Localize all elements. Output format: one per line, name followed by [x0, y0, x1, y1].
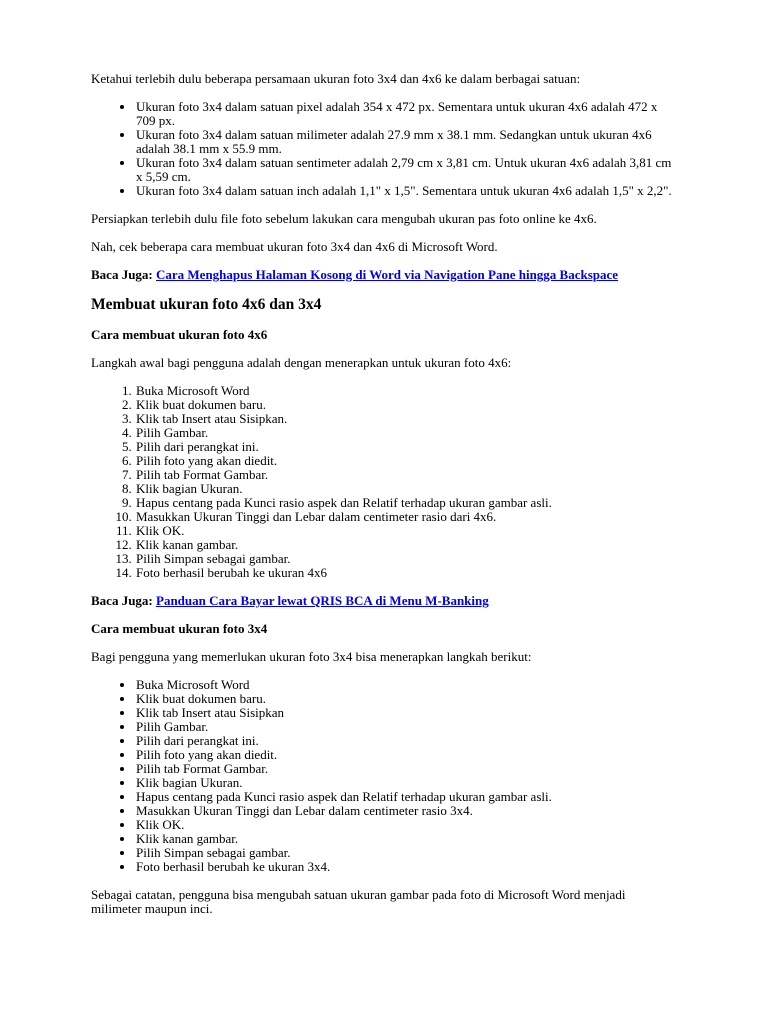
read-also-link[interactable]: Cara Menghapus Halaman Kosong di Word via Navigation Pane hingga Backspace — [156, 267, 619, 282]
list-item: • Hapus centang pada Kunci rasio aspek dan Relatif terhadap ukuran gambar asli. — [135, 790, 676, 804]
closing-paragraph: Sebagai catatan, pengguna bisa mengubah satuan ukuran gambar pada foto di Microsoft Word menjadi milimeter maupun inci. — [91, 887, 626, 916]
read-also-label: Baca Juga: — [91, 267, 153, 282]
list-item: 3. Klik tab Insert atau Sisipkan. — [135, 412, 676, 426]
list-item: 10. Masukkan Ukuran Tinggi dan Lebar dalam centimeter rasio dari 4x6. — [135, 510, 676, 524]
read-also-1 — [91, 268, 676, 282]
units-list — [91, 100, 676, 198]
main-heading: Membuat ukuran foto 4x6 dan 3x4 — [91, 296, 322, 313]
list-item: • Klik OK. — [135, 818, 676, 832]
section-4x6-intro: Langkah awal bagi pengguna adalah dengan menerapkan untuk ukuran foto 4x6: — [91, 355, 512, 370]
list-item: • Ukuran foto 3x4 dalam satuan milimeter adalah 27.9 mm x 38.1 mm. Sedangkan untuk ukuran 4x6 adalah 38.1 mm x 55.9 mm. — [135, 128, 676, 156]
list-item: 5. Pilih dari perangkat ini. — [135, 440, 676, 454]
section-3x4-heading: Cara membuat ukuran foto 3x4 — [91, 621, 268, 636]
list-item: • Foto berhasil berubah ke ukuran 3x4. — [135, 860, 676, 874]
list-item: 6. Pilih foto yang akan diedit. — [135, 454, 676, 468]
list-item: 7. Pilih tab Format Gambar. — [135, 468, 676, 482]
list-item: • Pilih Simpan sebagai gambar. — [135, 846, 676, 860]
list-item: 2. Klik buat dokumen baru. — [135, 398, 676, 412]
list-item: • Pilih foto yang akan diedit. — [135, 748, 676, 762]
list-item: • Pilih Gambar. — [135, 720, 676, 734]
list-item: • Klik tab Insert atau Sisipkan — [135, 706, 676, 720]
section-4x6-heading: Cara membuat ukuran foto 4x6 — [91, 327, 268, 342]
list-item: • Ukuran foto 3x4 dalam satuan sentimeter adalah 2,79 cm x 3,81 cm. Untuk ukuran 4x6 adalah 3,81 cm x 5,59 cm. — [135, 156, 676, 184]
intro-paragraph: Ketahui terlebih dulu beberapa persamaan ukuran foto 3x4 dan 4x6 ke dalam berbagai satuan: — [91, 71, 581, 86]
read-also-label: Baca Juga: — [91, 593, 153, 608]
list-item: 13. Pilih Simpan sebagai gambar. — [135, 552, 676, 566]
check-paragraph: Nah, cek beberapa cara membuat ukuran foto 3x4 dan 4x6 di Microsoft Word. — [91, 239, 498, 254]
list-item: 8. Klik bagian Ukuran. — [135, 482, 676, 496]
list-item: 11. Klik OK. — [135, 524, 676, 538]
list-item: • Buka Microsoft Word — [135, 678, 676, 692]
list-item: • Masukkan Ukuran Tinggi dan Lebar dalam centimeter rasio 3x4. — [135, 804, 676, 818]
list-item: 4. Pilih Gambar. — [135, 426, 676, 440]
list-item: 14. Foto berhasil berubah ke ukuran 4x6 — [135, 566, 676, 580]
list-item: • Ukuran foto 3x4 dalam satuan pixel adalah 354 x 472 px. Sementara untuk ukuran 4x6 adalah 472 x 709 px. — [135, 100, 676, 128]
list-item: • Klik kanan gambar. — [135, 832, 676, 846]
list-item: • Pilih tab Format Gambar. — [135, 762, 676, 776]
list-item: • Klik buat dokumen baru. — [135, 692, 676, 706]
prepare-paragraph: Persiapkan terlebih dulu file foto sebelum lakukan cara mengubah ukuran pas foto online ke 4x6. — [91, 211, 597, 226]
read-also-2 — [91, 594, 676, 608]
list-item: 9. Hapus centang pada Kunci rasio aspek dan Relatif terhadap ukuran gambar asli. — [135, 496, 676, 510]
list-item: • Pilih dari perangkat ini. — [135, 734, 676, 748]
steps-4x6-list — [91, 384, 676, 580]
list-item: • Ukuran foto 3x4 dalam satuan inch adalah 1,1" x 1,5". Sementara untuk ukuran 4x6 adalah 1,5" x 2,2". — [135, 184, 676, 198]
list-item: 1. Buka Microsoft Word — [135, 384, 676, 398]
read-also-link[interactable]: Panduan Cara Bayar lewat QRIS BCA di Menu M-Banking — [156, 593, 489, 608]
list-item: • Klik bagian Ukuran. — [135, 776, 676, 790]
steps-3x4-list — [91, 678, 676, 874]
section-3x4-intro: Bagi pengguna yang memerlukan ukuran foto 3x4 bisa menerapkan langkah berikut: — [91, 649, 532, 664]
list-item: 12. Klik kanan gambar. — [135, 538, 676, 552]
